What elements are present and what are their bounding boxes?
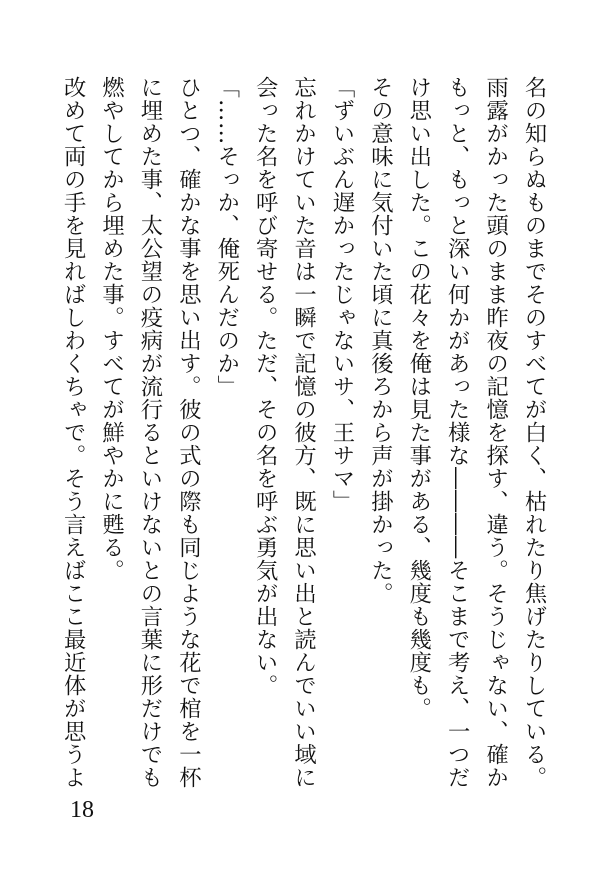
text-line: 改めて両の手を見ればしわくちゃで。そう言えばここ最近体が思うよ [60, 76, 87, 789]
text-line: 雨露がかった頭のまま昨夜の記憶を探す、違う。そうじゃない、確か [482, 76, 509, 789]
text-line: 「……そっか、俺死んだのか」 [213, 76, 240, 398]
text-line: 名の知らぬものまでそのすべてが白く、枯れたり焦げたりしている。 [521, 76, 547, 789]
text-line: け思い出した。この花々を俺は見た事がある、幾度も幾度も。 [405, 76, 432, 720]
vertical-text-body [54, 76, 553, 796]
text-line: 「ずいぶん遅かったじゃないサ、王サマ」 [328, 76, 355, 513]
text-line: 忘れかけていた音は一瞬で記憶の彼方、既に思い出と読んでいい域に [290, 76, 317, 789]
text-line: 燃やしてから埋めた事。すべてが鮮やかに甦る。 [98, 76, 125, 582]
page-number: 18 [70, 797, 94, 823]
text-line: 会った名を呼び寄せる。ただ、その名を呼ぶ勇気が出ない。 [252, 76, 279, 697]
text-line: もっと、もっと深い何かがあった様な――――そこまで考え、一つだ [444, 76, 471, 789]
text-line: ひとつ、確かな事を思い出す。彼の式の際も同じような花で棺を一杯 [175, 76, 202, 789]
text-line: に埋めた事、太公望の疫病が流行るといけないとの言葉に形だけでも [136, 76, 163, 789]
text-line: その意味に気付いた頃に真後ろから声が掛かった。 [367, 76, 394, 605]
